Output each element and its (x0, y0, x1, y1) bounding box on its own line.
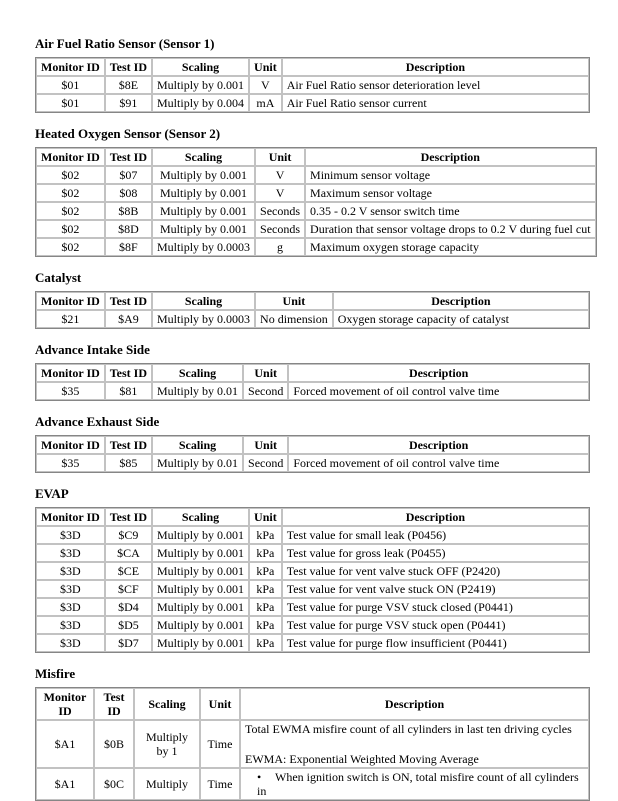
cell-monitor-id: $01 (36, 76, 105, 94)
cell-unit: g (255, 238, 305, 256)
column-header-test-id: Test ID (105, 436, 152, 454)
cell-scaling: Multiply (134, 768, 200, 800)
table-row (36, 768, 589, 800)
cell-unit: V (255, 184, 305, 202)
cell-description: Test value for small leak (P0456) (282, 526, 589, 544)
column-header-unit: Unit (243, 364, 288, 382)
cell-scaling: Multiply by 0.001 (152, 580, 249, 598)
column-header-monitor-id: Monitor ID (36, 58, 105, 76)
cell-scaling: Multiply by 0.001 (152, 526, 249, 544)
cell-monitor-id: $21 (36, 310, 105, 328)
cell-unit: Seconds (255, 202, 305, 220)
data-table (35, 57, 590, 113)
cell-scaling: Multiply by 0.001 (152, 220, 255, 238)
bullet-text: When ignition switch is ON, total misfire count of all cylinders in (257, 770, 579, 798)
description-paragraph: Total EWMA misfire count of all cylinders in last ten driving cycles (245, 722, 572, 736)
data-table (35, 435, 590, 473)
column-header-test-id: Test ID (105, 508, 152, 526)
cell-test-id: $0C (94, 768, 134, 800)
section-title: Heated Oxygen Sensor (Sensor 2) (35, 126, 221, 141)
cell-test-id: $08 (105, 184, 152, 202)
cell-description: 0.35 - 0.2 V sensor switch time (305, 202, 596, 220)
column-header-unit: Unit (255, 292, 333, 310)
table-row (36, 76, 589, 94)
table-row (36, 220, 596, 238)
cell-monitor-id: $02 (36, 220, 105, 238)
column-header-test-id: Test ID (94, 688, 134, 720)
cell-description: Test value for purge VSV stuck closed (P0441) (282, 598, 589, 616)
bullet-item (245, 770, 584, 798)
cell-test-id: $81 (105, 382, 152, 400)
sections-container (35, 36, 590, 801)
table-row (36, 382, 589, 400)
column-header-unit: Unit (200, 688, 240, 720)
data-table (35, 363, 590, 401)
column-header-monitor-id: Monitor ID (36, 436, 105, 454)
cell-monitor-id: $3D (36, 544, 105, 562)
cell-description: Oxygen storage capacity of catalyst (333, 310, 589, 328)
section-heated-oxygen-sensor-sensor-2 (35, 126, 590, 257)
cell-monitor-id: $3D (36, 580, 105, 598)
column-header-unit: Unit (249, 508, 282, 526)
table-row (36, 94, 589, 112)
cell-test-id: $C9 (105, 526, 152, 544)
column-header-scaling: Scaling (152, 436, 243, 454)
cell-description (240, 720, 589, 768)
cell-monitor-id: $3D (36, 616, 105, 634)
cell-test-id: $CF (105, 580, 152, 598)
column-header-scaling: Scaling (152, 364, 243, 382)
cell-monitor-id: $3D (36, 634, 105, 652)
section-title: EVAP (35, 486, 69, 501)
table-row (36, 598, 589, 616)
column-header-description: Description (288, 364, 589, 382)
cell-unit: kPa (249, 562, 282, 580)
column-header-unit: Unit (243, 436, 288, 454)
section-misfire (35, 666, 590, 801)
cell-unit: kPa (249, 616, 282, 634)
column-header-scaling: Scaling (152, 148, 255, 166)
cell-test-id: $D5 (105, 616, 152, 634)
cell-unit: V (255, 166, 305, 184)
cell-test-id: $8D (105, 220, 152, 238)
cell-description (240, 768, 589, 800)
column-header-monitor-id: Monitor ID (36, 364, 105, 382)
header-row (36, 148, 596, 166)
cell-unit: mA (249, 94, 282, 112)
table-row (36, 238, 596, 256)
column-header-scaling: Scaling (152, 292, 255, 310)
cell-unit: No dimension (255, 310, 333, 328)
cell-test-id: $8F (105, 238, 152, 256)
cell-description: Test value for vent valve stuck ON (P2419) (282, 580, 589, 598)
cell-monitor-id: $01 (36, 94, 105, 112)
cell-unit: Time (200, 768, 240, 800)
cell-test-id: $8B (105, 202, 152, 220)
column-header-test-id: Test ID (105, 148, 152, 166)
cell-scaling: Multiply by 0.001 (152, 166, 255, 184)
section-title: Air Fuel Ratio Sensor (Sensor 1) (35, 36, 215, 51)
cell-description: Test value for purge flow insufficient (P0441) (282, 634, 589, 652)
column-header-monitor-id: Monitor ID (36, 148, 105, 166)
column-header-test-id: Test ID (105, 364, 152, 382)
cell-description: Forced movement of oil control valve time (288, 454, 589, 472)
cell-test-id: $07 (105, 166, 152, 184)
cell-scaling: Multiply by 0.001 (152, 544, 249, 562)
cell-scaling: Multiply by 1 (134, 720, 200, 768)
cell-scaling: Multiply by 0.0003 (152, 310, 255, 328)
cell-description: Test value for purge VSV stuck open (P0441) (282, 616, 589, 634)
column-header-scaling: Scaling (134, 688, 200, 720)
table-row (36, 544, 589, 562)
table-row (36, 580, 589, 598)
column-header-test-id: Test ID (105, 58, 152, 76)
cell-unit: Second (243, 382, 288, 400)
cell-description: Forced movement of oil control valve time (288, 382, 589, 400)
cell-description: Minimum sensor voltage (305, 166, 596, 184)
cell-scaling: Multiply by 0.001 (152, 202, 255, 220)
column-header-test-id: Test ID (105, 292, 152, 310)
cell-description: Air Fuel Ratio sensor current (282, 94, 589, 112)
header-row (36, 508, 589, 526)
description-paragraph: EWMA: Exponential Weighted Moving Average (245, 752, 479, 766)
cell-monitor-id: $35 (36, 382, 105, 400)
section-catalyst (35, 270, 590, 329)
section-evap (35, 486, 590, 653)
column-header-monitor-id: Monitor ID (36, 292, 105, 310)
column-header-unit: Unit (249, 58, 282, 76)
cell-monitor-id: $3D (36, 526, 105, 544)
cell-scaling: Multiply by 0.01 (152, 382, 243, 400)
cell-monitor-id: $A1 (36, 768, 94, 800)
table-row (36, 720, 589, 768)
cell-test-id: $85 (105, 454, 152, 472)
column-header-description: Description (305, 148, 596, 166)
cell-description: Maximum oxygen storage capacity (305, 238, 596, 256)
cell-description: Test value for vent valve stuck OFF (P2420) (282, 562, 589, 580)
cell-unit: kPa (249, 544, 282, 562)
cell-description: Maximum sensor voltage (305, 184, 596, 202)
cell-description: Test value for gross leak (P0455) (282, 544, 589, 562)
cell-description: Air Fuel Ratio sensor deterioration level (282, 76, 589, 94)
cell-monitor-id: $02 (36, 166, 105, 184)
cell-scaling: Multiply by 0.01 (152, 454, 243, 472)
table-row (36, 202, 596, 220)
cell-monitor-id: $02 (36, 238, 105, 256)
cell-monitor-id: $02 (36, 184, 105, 202)
section-title: Misfire (35, 666, 76, 681)
section-title: Catalyst (35, 270, 82, 285)
cell-test-id: $0B (94, 720, 134, 768)
cell-monitor-id: $35 (36, 454, 105, 472)
column-header-scaling: Scaling (152, 508, 249, 526)
column-header-description: Description (288, 436, 589, 454)
column-header-description: Description (282, 508, 589, 526)
table-row (36, 526, 589, 544)
table-row (36, 454, 589, 472)
cell-unit: Seconds (255, 220, 305, 238)
column-header-description: Description (240, 688, 589, 720)
cell-test-id: $D7 (105, 634, 152, 652)
table-row (36, 166, 596, 184)
section-title: Advance Intake Side (35, 342, 150, 357)
cell-unit: Time (200, 720, 240, 768)
column-header-monitor-id: Monitor ID (36, 508, 105, 526)
cell-monitor-id: $3D (36, 562, 105, 580)
section-advance-exhaust-side (35, 414, 590, 473)
cell-test-id: $D4 (105, 598, 152, 616)
cell-monitor-id: $3D (36, 598, 105, 616)
cell-unit: kPa (249, 598, 282, 616)
cell-scaling: Multiply by 0.004 (152, 94, 249, 112)
cell-unit: V (249, 76, 282, 94)
column-header-monitor-id: Monitor ID (36, 688, 94, 720)
data-table (35, 507, 590, 653)
header-row (36, 292, 589, 310)
cell-test-id: $8E (105, 76, 152, 94)
header-row (36, 688, 589, 720)
cell-unit: kPa (249, 634, 282, 652)
cell-scaling: Multiply by 0.001 (152, 598, 249, 616)
cell-scaling: Multiply by 0.0003 (152, 238, 255, 256)
column-header-unit: Unit (255, 148, 305, 166)
cell-scaling: Multiply by 0.001 (152, 76, 249, 94)
table-row (36, 616, 589, 634)
cell-scaling: Multiply by 0.001 (152, 562, 249, 580)
cell-unit: Second (243, 454, 288, 472)
cell-test-id: $CE (105, 562, 152, 580)
column-header-description: Description (282, 58, 589, 76)
cell-monitor-id: $02 (36, 202, 105, 220)
header-row (36, 58, 589, 76)
cell-test-id: $A9 (105, 310, 152, 328)
cell-scaling: Multiply by 0.001 (152, 184, 255, 202)
table-row (36, 184, 596, 202)
section-advance-intake-side (35, 342, 590, 401)
header-row (36, 364, 589, 382)
column-header-scaling: Scaling (152, 58, 249, 76)
table-row (36, 310, 589, 328)
data-table (35, 291, 590, 329)
section-title: Advance Exhaust Side (35, 414, 160, 429)
cell-scaling: Multiply by 0.001 (152, 616, 249, 634)
table-row (36, 634, 589, 652)
data-table (35, 687, 590, 801)
cell-description: Duration that sensor voltage drops to 0.2 V during fuel cut (305, 220, 596, 238)
cell-scaling: Multiply by 0.001 (152, 634, 249, 652)
bullet-icon: • (257, 770, 262, 784)
data-table (35, 147, 597, 257)
cell-monitor-id: $A1 (36, 720, 94, 768)
cell-unit: kPa (249, 526, 282, 544)
cell-test-id: $CA (105, 544, 152, 562)
table-row (36, 562, 589, 580)
section-air-fuel-ratio-sensor-sensor-1 (35, 36, 590, 113)
column-header-description: Description (333, 292, 589, 310)
cell-test-id: $91 (105, 94, 152, 112)
cell-unit: kPa (249, 580, 282, 598)
header-row (36, 436, 589, 454)
